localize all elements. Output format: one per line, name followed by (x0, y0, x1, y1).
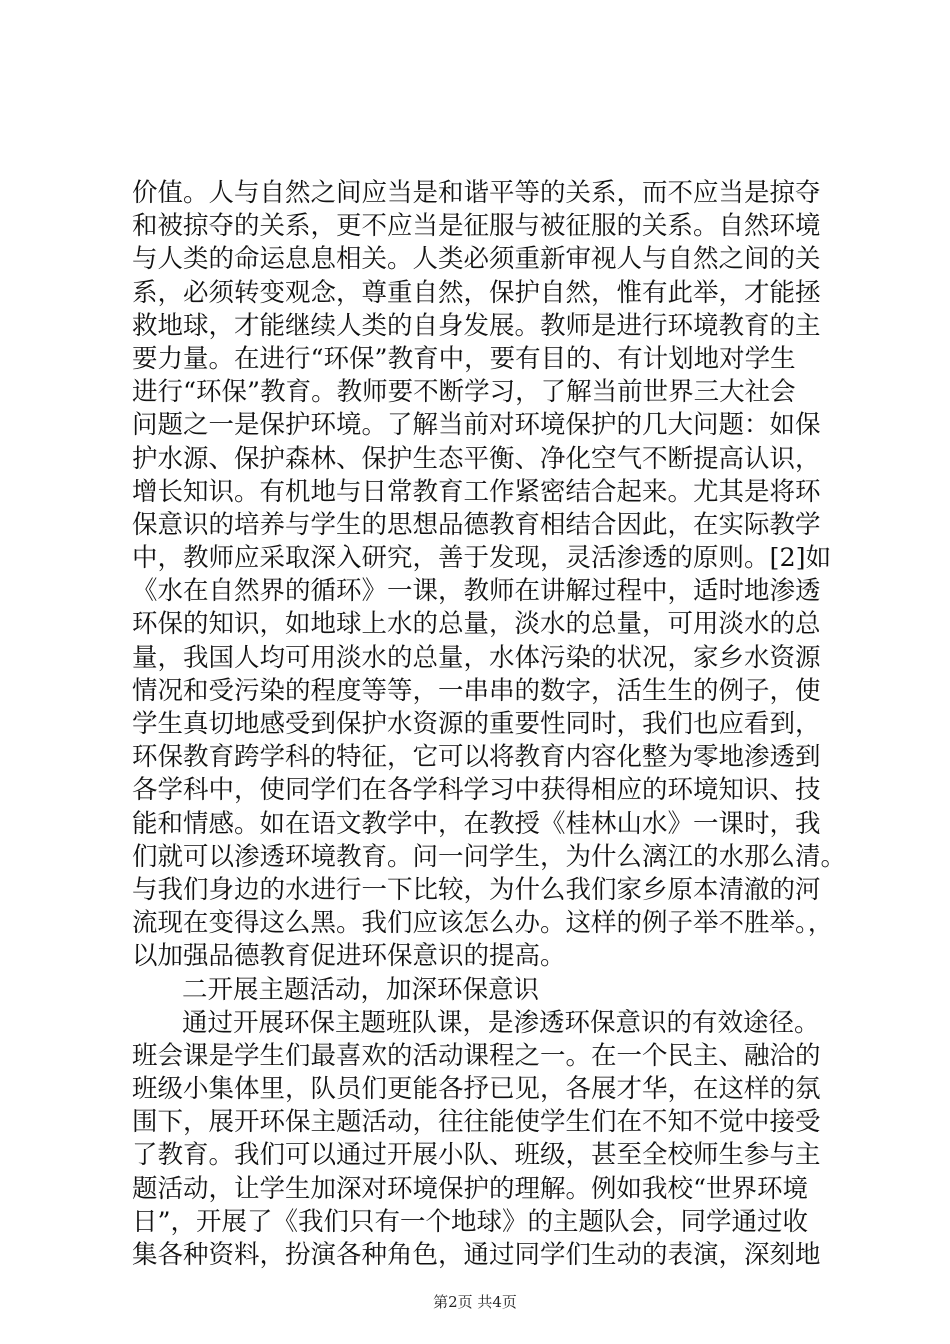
text-line: 增长知识。有机地与日常教育工作紧密结合起来。尤其是将环 (132, 476, 821, 507)
text-line: 各学科中，使同学们在各学科学习中获得相应的环境知识、技 (132, 775, 821, 806)
text-line: 量，我国人均可用淡水的总量，水体污染的状况，家乡水资源 (132, 642, 821, 673)
text-line: 进行“环保”教育。教师要不断学习，了解当前世界三大社会 (132, 377, 796, 408)
text-line: 日”，开展了《我们只有一个地球》的主题队会，同学通过收 (132, 1206, 809, 1237)
text-line: 问题之一是保护环境。了解当前对环境保护的几大问题：如保 (132, 410, 821, 441)
text-line: 题活动，让学生加深对环境保护的理解。例如我校“世界环境 (132, 1173, 809, 1204)
text-line: 救地球，才能继续人类的自身发展。教师是进行环境教育的主 (132, 310, 821, 341)
text-line: 中，教师应采取深入研究，善于发现，灵活渗透的原则。[2]如 (132, 543, 832, 574)
text-line: 保意识的培养与学生的思想品德教育相结合因此，在实际教学 (132, 509, 821, 540)
page-footer: 第2页 共4页 (433, 1293, 517, 1311)
text-line: 系，必须转变观念，尊重自然，保护自然，惟有此举，才能拯 (132, 277, 821, 308)
text-line: 与我们身边的水进行一下比较，为什么我们家乡原本清澈的河 (132, 874, 821, 905)
text-line: 围下，展开环保主题活动，往往能使学生们在不知不觉中接受 (132, 1107, 821, 1138)
text-line: 环保教育跨学科的特征，它可以将教育内容化整为零地渗透到 (132, 742, 821, 773)
text-line: 能和情感。如在语文教学中，在教授《桂林山水》一课时，我 (132, 808, 821, 839)
text-line: 以加强品德教育促进环保意识的提高。 (132, 941, 566, 972)
text-line: 要力量。在进行“环保”教育中，要有目的、有计划地对学生 (132, 343, 796, 374)
text-line: 流现在变得这么黑。我们应该怎么办。这样的例子举不胜举。， (132, 908, 834, 939)
text-line: 与人类的命运息息相关。人类必须重新审视人与自然之间的关 (132, 244, 821, 275)
text-line: 学生真切地感受到保护水资源的重要性同时，我们也应看到， (132, 709, 821, 739)
text-line: 和被掠夺的关系，更不应当是征服与被征服的关系。自然环境 (132, 211, 821, 242)
text-line: 班会课是学生们最喜欢的活动课程之一。在一个民主、融洽的 (132, 1040, 821, 1071)
text-line: 情况和受污染的程度等等，一串串的数字，活生生的例子，使 (132, 675, 821, 706)
text-line: 通过开展环保主题班队课，是渗透环保意识的有效途径。 (182, 1007, 820, 1038)
text-line: 《水在自然界的循环》一课，教师在讲解过程中，适时地渗透 (132, 576, 821, 607)
text-line: 环保的知识，如地球上水的总量，淡水的总量，可用淡水的总 (132, 609, 821, 640)
text-line: 班级小集体里，队员们更能各抒已见，各展才华，在这样的氛 (132, 1074, 821, 1105)
document-body (132, 177, 847, 1272)
text-line: 集各种资料，扮演各种角色，通过同学们生动的表演，深刻地 (132, 1240, 821, 1270)
text-line: 护水源、保护森林、保护生态平衡、净化空气不断提高认识， (132, 443, 821, 474)
text-line: 了教育。我们可以通过开展小队、班级，甚至全校师生参与主 (132, 1140, 821, 1171)
text-line: 二开展主题活动，加深环保意识 (182, 974, 540, 1005)
text-line: 们就可以渗透环境教育。问一问学生，为什么漓江的水那么清。 (132, 841, 847, 872)
text-line: 价值。人与自然之间应当是和谐平等的关系，而不应当是掠夺 (132, 178, 821, 208)
